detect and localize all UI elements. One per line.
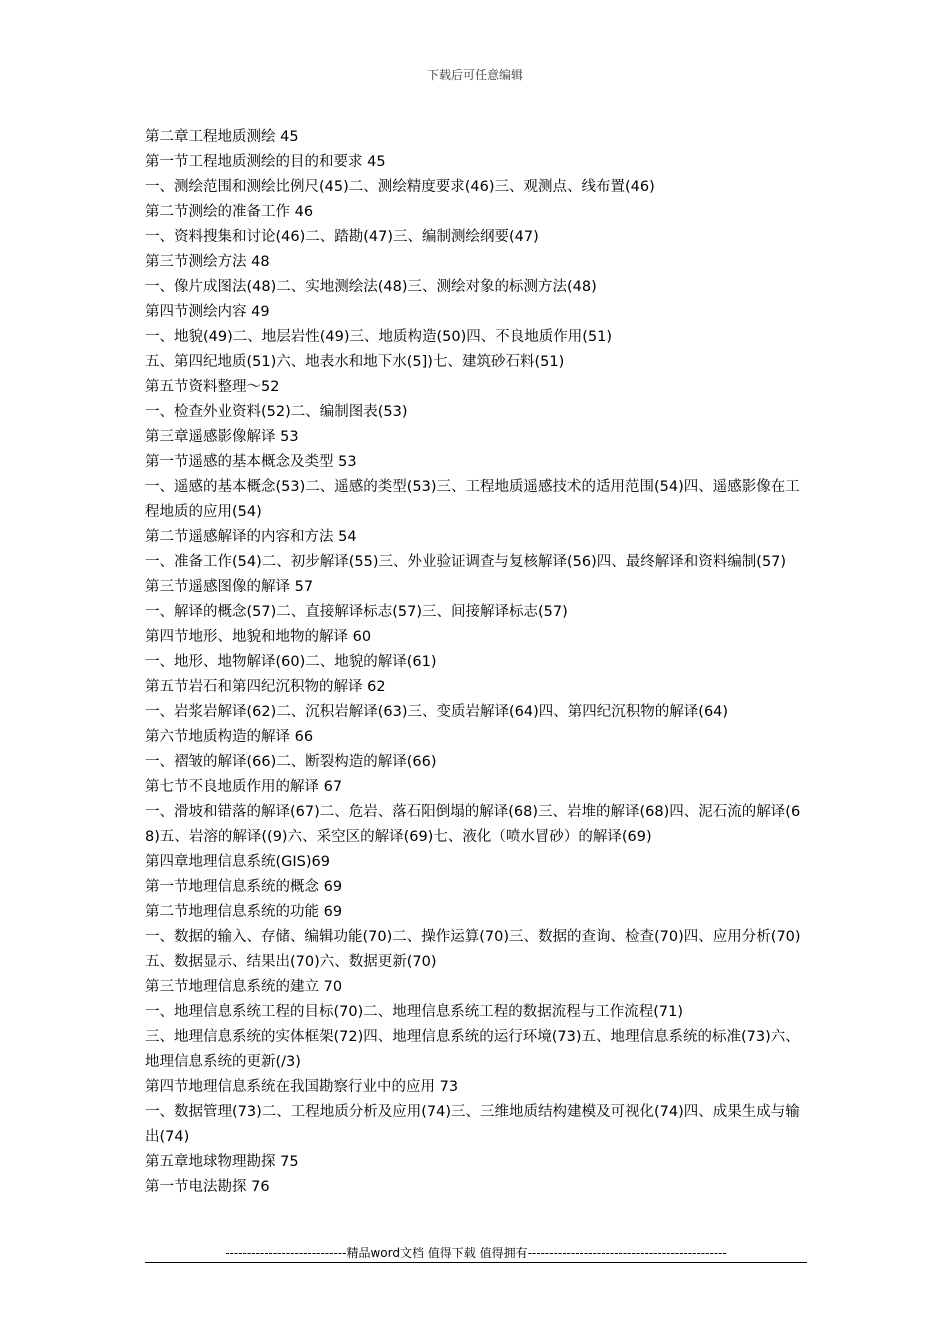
page-footer: ----------------------------精品word文档 值得下载 值得拥有---------------------------------------------- [225,1246,727,1260]
toc-line: 五、第四纪地质(51)六、地表水和地下水(5])七、建筑砂石料(51) [145,354,565,370]
toc-line: 三、地理信息系统的实体框架(72)四、地理信息系统的运行环境(73)五、地理信息系统的标准(73)六、地理信息系统的更新(/3) [145,1029,800,1070]
toc-line: 一、岩浆岩解译(62)二、沉积岩解译(63)三、变质岩解译(64)四、第四纪沉积物的解译(64) [145,704,729,720]
toc-line: 第三章遥感影像解译 53 [145,429,299,445]
toc-line: 一、褶皱的解译(66)二、断裂构造的解译(66) [145,754,437,770]
toc-line: 一、地理信息系统工程的目标(70)二、地理信息系统工程的数据流程与工作流程(71) [145,1004,684,1020]
toc-line: 第三节地理信息系统的建立 70 [145,979,343,995]
toc-line: 第五节资料整理～52 [145,379,280,395]
toc-line: 第二章工程地质测绘 45 [145,129,299,145]
toc-line: 一、检查外业资料(52)二、编制图表(53) [145,404,408,420]
toc-line: 一、地形、地物解译(60)二、地貌的解译(61) [145,654,437,670]
toc-line: 一、数据的输入、存储、编辑功能(70)二、操作运算(70)三、数据的查询、检查(70)四、应用分析(70)五、数据显示、结果出(70)六、数据更新(70) [145,929,801,970]
toc-line: 第四节地理信息系统在我国勘察行业中的应用 73 [145,1079,459,1095]
toc-line: 一、数据管理(73)二、工程地质分析及应用(74)三、三维地质结构建模及可视化(74)四、成果生成与输出(74) [145,1104,800,1145]
toc-line: 第一节电法勘探 76 [145,1179,270,1195]
footer-rule [145,1262,807,1263]
toc-line: 一、解译的概念(57)二、直接解译标志(57)三、间接解译标志(57) [145,604,568,620]
toc-line: 第四节测绘内容 49 [145,304,270,320]
toc-content [145,125,810,1200]
toc-line: 一、准备工作(54)二、初步解译(55)三、外业验证调查与复核解译(56)四、最终解译和资料编制(57) [145,554,787,570]
toc-line: 第三节测绘方法 48 [145,254,270,270]
toc-line: 一、滑坡和错落的解译(67)二、危岩、落石阳倒塌的解译(68)三、岩堆的解译(68)四、泥石流的解译(68)五、岩溶的解译((9)六、采空区的解译(69)七、液化（喷水冒砂）的解译(69) [145,804,801,845]
toc-line: 第四章地理信息系统(GIS)69 [145,854,330,870]
toc-line: 一、遥感的基本概念(53)二、遥感的类型(53)三、工程地质遥感技术的适用范围(54)四、遥感影像在工程地质的应用(54) [145,479,800,520]
toc-line: 第二节测绘的准备工作 46 [145,204,314,220]
toc-line: 第三节遥感图像的解译 57 [145,579,314,595]
toc-line: 第七节不良地质作用的解译 67 [145,779,343,795]
toc-line: 第五章地球物理勘探 75 [145,1154,299,1170]
toc-line: 一、像片成图法(48)二、实地测绘法(48)三、测绘对象的标测方法(48) [145,279,597,295]
toc-line: 第一节遥感的基本概念及类型 53 [145,454,357,470]
toc-line: 第一节工程地质测绘的目的和要求 45 [145,154,386,170]
toc-line: 一、资料搜集和讨论(46)二、踏勘(47)三、编制测绘纲要(47) [145,229,539,245]
toc-line: 一、地貌(49)二、地层岩性(49)三、地质构造(50)四、不良地质作用(51) [145,329,613,345]
page-header: 下载后可任意编辑 [426,68,523,82]
toc-line: 第六节地质构造的解译 66 [145,729,314,745]
toc-line: 一、测绘范围和测绘比例尺(45)二、测绘精度要求(46)三、观测点、线布置(46) [145,179,655,195]
toc-line: 第二节遥感解译的内容和方法 54 [145,529,357,545]
toc-line: 第五节岩石和第四纪沉积物的解译 62 [145,679,386,695]
toc-line: 第四节地形、地貌和地物的解译 60 [145,629,372,645]
toc-line: 第二节地理信息系统的功能 69 [145,904,343,920]
toc-line: 第一节地理信息系统的概念 69 [145,879,343,895]
